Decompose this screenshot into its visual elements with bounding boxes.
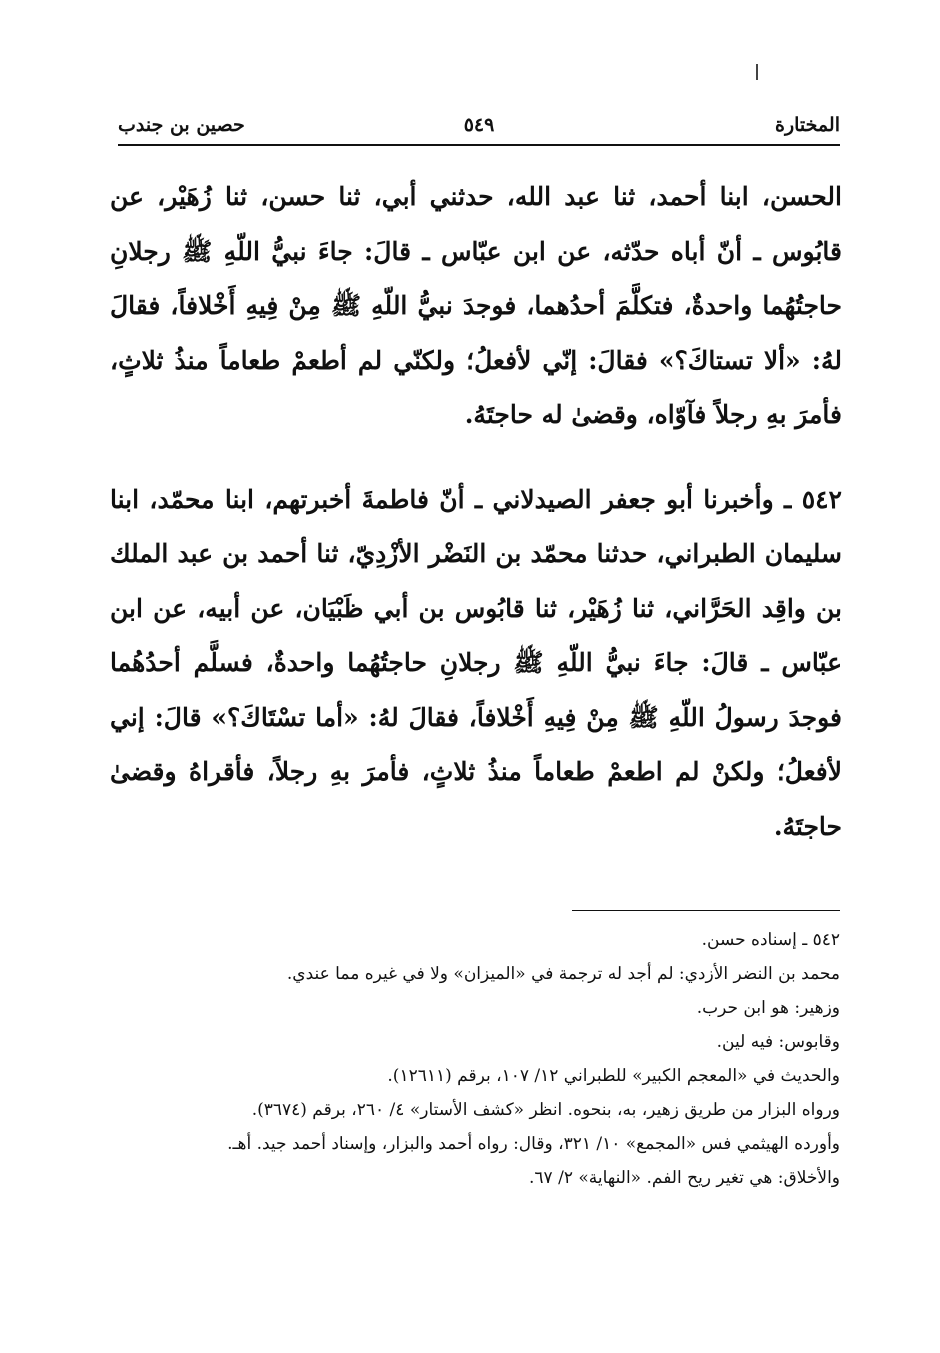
footnote-line: وقابوس: فيه لين. [716, 1032, 840, 1052]
hadith-paragraph-continued: الحسن، ابنا أحمد، ثنا عبد الله، حدثني أبي، ثنا حسن، ثنا زُهَيْر، عن قابُوس ـ أنّ أباه حدّثه، عن ابن عبّاس ـ قالَ: جاءَ نبيُّ اللّهِ ﷺ رجلانِ حاجتُهُما واحدةٌ، فتكلَّمَ أحدُهما، فوجدَ نبيُّ اللّهِ ﷺ مِنْ فِيهِ أَخْلافاً، فقالَ لهُ: «ألا تستاكَ؟» فقالَ: إنّي لأفعلُ؛ ولكنّي لم أطعمْ طعاماً منذُ ثلاثٍ، فأمرَ بهِ رجلاً فآوّاه، وقضىٰ له حاجتَهُ. [110, 182, 842, 429]
page-number: ٥٤٩ [463, 114, 495, 136]
running-header [118, 112, 840, 142]
footnote-line: محمد بن النضر الأزدي: لم أجد له ترجمة في «الميزان» ولا في غيره مما عندي. [286, 964, 840, 984]
margin-mark [756, 64, 758, 80]
footnote-divider [572, 910, 840, 911]
hadith-paragraph-542: ٥٤٢ ـ وأخبرنا أبو جعفر الصيدلاني ـ أنّ فاطمةَ أخبرتهم، ابنا محمّد، ابنا سليمان الطبراني، حدثنا محمّد بن النَضْر الأزْدِيّ، ثنا أحمد بن عبد الملك بن واقِد الحَرَّاني، ثنا زُهَيْر، ثنا قابُوس بن أبي ظَبْيَان، عن أبيه، عن ابن عبّاس ـ قالَ: جاءَ نبيُّ اللّهِ ﷺ رجلانِ حاجتُهُما واحدةٌ، فسلَّم أحدُهُما فوجدَ رسولُ اللّهِ ﷺ مِنْ فِيهِ أَخْلافاً، فقالَ لهُ: «أما تسْتَاكَ؟» قالَ: إني لأفعلُ؛ ولكنْ لم اطعمْ طعاماً منذُ ثلاثٍ، فأمرَ بهِ رجلاً، فأقراهُ وقضىٰ حاجتَهُ. [110, 484, 842, 841]
header-chapter-title: حصين بن جندب [118, 114, 245, 136]
main-text [110, 170, 842, 854]
footnote-line: والحديث في «المعجم الكبير» للطبراني ١٢/ ١٠٧، برقم (١٢٦١١). [387, 1066, 840, 1086]
footnote-line: ٥٤٢ ـ إسناده حسن. [701, 930, 840, 950]
footnote-line: وأورده الهيثمي فس «المجمع» ١٠/ ٣٢١، وقال: رواه أحمد والبزار، وإسناد أحمد جيد. أهـ. [227, 1134, 840, 1154]
footnote-line: وزهير: هو ابن حرب. [696, 998, 840, 1018]
footnotes [110, 924, 840, 1196]
footnote-line: والأخلاق: هي تغير ريح الفم. «النهاية» ٢/ ٦٧. [529, 1168, 840, 1188]
header-book-title: المختارة [775, 114, 840, 136]
footnote-line: ورواه البزار من طريق زهير، به، بنحوه. انظر «كشف الأستار» ٤/ ٢٦٠، برقم (٣٦٧٤). [251, 1100, 840, 1120]
header-divider [118, 144, 840, 146]
